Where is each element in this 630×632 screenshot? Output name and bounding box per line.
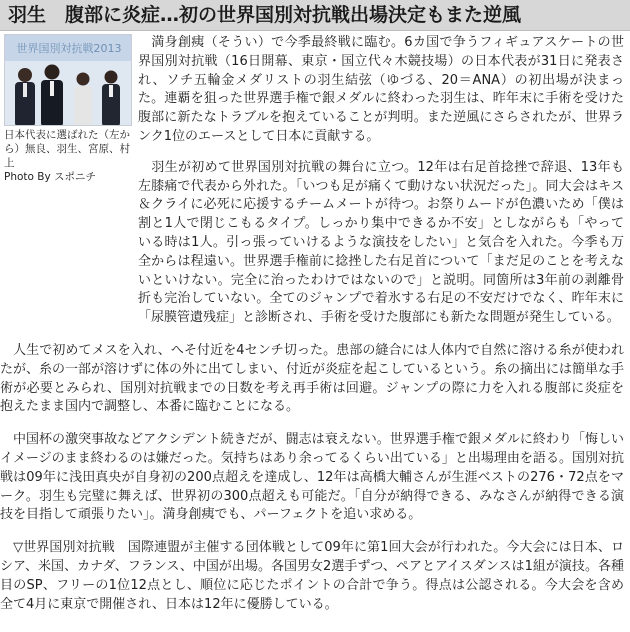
paragraph-lead: 満身創痍（そうい）で今季最終戦に臨む。6カ国で争うフィギュアスケートの世界国別対抗戦（16日開幕、東京・国立代々木競技場）の日本代表が31日に発表され、ソチ五輪金メダリストの羽生結弦（ゆづる、20＝ANA）の初出場が決まった。連覇を狙った世界選手権で銀メダルに終わった羽生は、昨年末に手術を受けた腹部に新たなトラブルを抱えていることが判明。また逆風にさらされたが、世界ランク1位のエースとして日本に貢献する。 — [138, 35, 624, 144]
paragraph-5: ▽世界国別対抗戦 国際連盟が主催する団体戦として09年に第1回大会が行われた。今大会には日本、ロシア、米国、カナダ、フランス、中国が出場。各国男女2選手ずつ、ペアとアイスダンスは1組が演技。各種目のSP、フリーの1位12点とし、順位に応じたポイントの合計で争う。得点は公認される。今大会を含め全て4月に東京で開催され、日本は12年に優勝している。 — [0, 540, 624, 612]
photo-credit: Photo By スポニチ — [4, 171, 97, 183]
paragraph-2: 羽生が初めて世界国別対抗戦の舞台に立つ。12年は右足首捻挫で辞退、13年も左膝痛で代表から外れた。「いつも足が痛くて動けない状況だった」。同大会はキス＆クライに必死に応援するチームメートが待つ。お祭りムードが色濃いため「僕は割と1人で閉じこもるタイプ。しっかり集中できるか不安」としながらも「やっている時は1人。引っ張っていけるような演技をしたい」と気合を入れた。今季も万全からは程遠い。世界選手権前に捻挫した右足首について「まだ足のことを考えないといけない。完全に治ったわけではないので」と説明。同箇所は3年前の剥離骨折も完治していない。全てのジャンプで着氷する右足の不安だけでなく、昨年末に「尿膜管遺残症」と診断され、手術を受けた腹部にも新たな問題が発生している。 — [138, 159, 624, 326]
photo-caption: 日本代表に選ばれた（左から）無良、羽生、宮原、村上 — [4, 129, 130, 169]
paragraph-3: 人生で初めてメスを入れ、へそ付近を4センチ切った。患部の縫合には人体内で自然に溶ける糸が使われたが、糸の一部が溶けずに体の外に出てしまい、付近が炎症を起こしているという。糸の摘出には簡単な手術が必要とみられ、国別対抗戦までの日数を考え再手術は回避。ジャンプの際に力を入れる腹部に炎症を抱えたまま国内で調整し、本番に臨むことになる。 — [0, 342, 625, 415]
article-body — [0, 34, 624, 614]
paragraph-4: 中国杯の激突事故などアクシデント続きだが、闘志は衰えない。世界選手権で銀メダルに終わり「悔しいイメージのまま終わるのは嫌だった。気持ちはあり余ってるくらい出ている」と出場理由を語る。国別対抗戦は09年に浅田真央が自身初の200点超えを達成し、12年は高橋大輔さんが生涯ベストの276・72点をマーク。羽生も完璧に舞えば、世界初の300点超えも可能だ。「自分が納得できる、みなさんが納得できる演技を目指して頑張りたい」。満身創痍でも、パーフェクトを追い求める。 — [0, 432, 624, 523]
headline-bar — [0, 0, 630, 31]
banner-text: 世界国別対抗戦2013 — [16, 42, 122, 55]
headline: 羽生 腹部に炎症…初の世界国別対抗戦出場決定もまた逆風 — [8, 4, 522, 26]
